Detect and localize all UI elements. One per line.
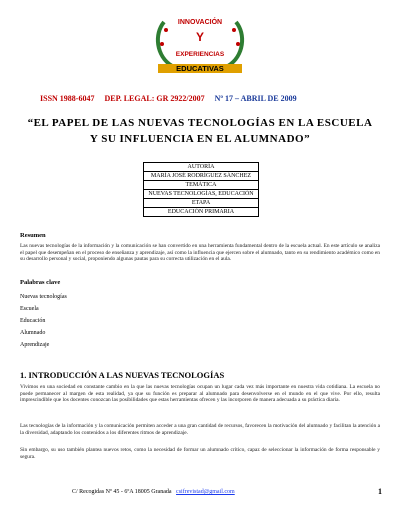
author-box [143,162,259,217]
logo-line4: EDUCATIVAS [176,64,224,73]
stage-value: EDUCACIÓN PRIMARIA [167,209,235,215]
header-legal: DEP. LEGAL: GR 2922/2007 [104,94,205,103]
section-paragraph-1: Vivimos en una sociedad en constante cambio en la que las nuevas tecnologías ocupan un lugar cada vez más importante en nuestra vida cotidiana. La escuela no puede permanecer al margen de esta realidad, ya que su función es preparar al alumnado para desenvolverse en el mundo en el que vive. Por ello, resulta imprescindible que los docentes conozcan las posibilidades que estas herramientas ofrecen y las incorporen de manera adecuada a su práctica diaria. [20,384,380,404]
topic-value: NUEVAS TECNOLOGÍAS, EDUCACIÓN [144,190,258,199]
footer-address [72,489,235,495]
abstract-text: Las nuevas tecnologías de la información y la comunicación se han convertido en una herramienta fundamental dentro de la escuela actual. En este artículo se analiza el papel que desempeñan en el proceso de enseñanza y aprendizaje, así como la influencia que ejercen sobre el alumnado, tanto en su rendimiento académico como en su desarrollo personal y social, proponiendo algunas pautas para su correcta utilización en el aula. [20,243,380,263]
keyword-item: Educación [20,318,46,324]
keyword-item: Escuela [20,306,39,312]
logo-graphic [150,12,250,74]
section-paragraph-2: Las tecnologías de la información y la comunicación permiten acceder a una gran cantidad de recursos, favorecen la motivación del alumnado y facilitan la atención a la diversidad, adaptando los contenidos a los diferentes ritmos de aprendizaje. [20,423,380,436]
stage-label: ETAPA [144,199,258,208]
article-title-line2: Y SU INFLUENCIA EN EL ALUMNADO” [89,133,311,145]
keyword-item: Nuevas tecnologías [20,294,67,300]
section-title: 1. INTRODUCCIÓN A LAS NUEVAS TECNOLOGÍAS [20,370,225,380]
page-number: 1 [378,487,382,496]
keyword-item: Alumnado [20,330,46,336]
header-issn: ISSN 1988-6047 [40,94,95,103]
topic-label: TEMÁTICA [144,181,258,190]
header-line [40,94,362,103]
logo-line1: INNOVACIÓN [177,19,223,26]
article-title-line1: “EL PAPEL DE LAS NUEVAS TECNOLOGÍAS EN LA ESCUELA [27,117,373,129]
section-paragraph-3: Sin embargo, su uso también plantea nuevos retos, como la necesidad de formar un alumnado crítico, capaz de seleccionar la información de forma responsable y segura. [20,447,380,460]
header-issue: Nº 17 – ABRIL DE 2009 [214,94,297,103]
journal-logo [150,12,250,74]
keywords-label: Palabras clave [20,279,61,286]
logo-line3: EXPERIENCIAS [175,51,225,58]
keyword-item: Aprendizaje [20,342,50,348]
footer-email-link[interactable]: csifrevistad@gmail.com [176,489,235,495]
author-name: MARÍA JOSÉ RODRÍGUEZ SÁNCHEZ [144,172,258,181]
logo-line2: Y [195,30,205,44]
footer-address-text: C/ Recogidas Nº 45 - 6ºA 18005 Granada [72,489,172,495]
abstract-label: Resumen [20,232,46,239]
author-label: AUTORÍA [144,163,258,172]
